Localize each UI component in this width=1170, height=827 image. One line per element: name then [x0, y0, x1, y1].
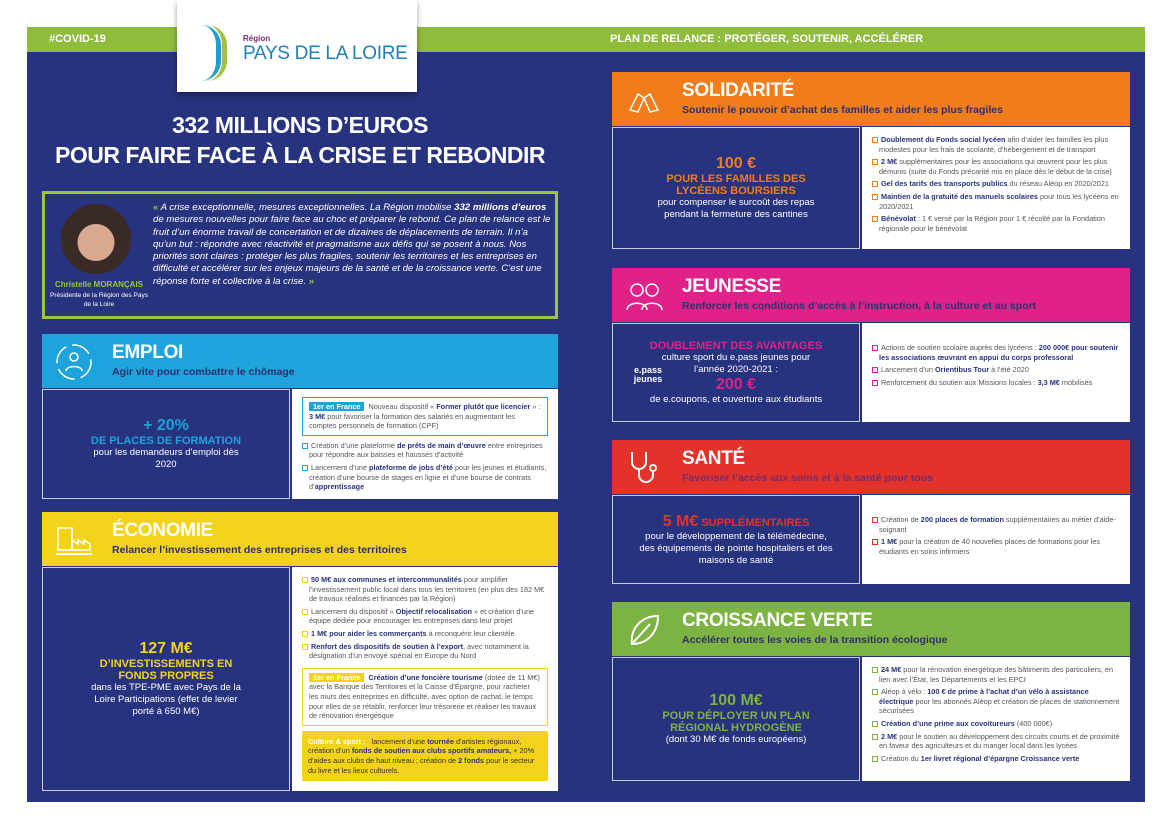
highlight-text: pour compenser le surcoût des repas pendant la fermeture des cantines [657, 197, 815, 220]
highlight-heading: DE PLACES DE FORMATION [90, 435, 242, 447]
highlight-box-economie [42, 567, 290, 791]
highlight-heading: D’INVESTISSEMENTS EN FONDS PROPRES [99, 658, 233, 682]
text-run: Aléop à vélo : [881, 687, 928, 697]
title-line: POUR FAIRE FACE À LA CRISE ET REBONDIR [54, 142, 546, 168]
highlight-figure: + 20% [143, 417, 189, 434]
section-title: EMPLOI [112, 342, 184, 363]
text-run: Actions de soutien scolaire auprès des lycéens : [881, 343, 1039, 352]
list-item [872, 179, 1120, 189]
epass-logo: e.pass jeunes [633, 365, 663, 384]
text-run: à l’été 2020 [989, 365, 1029, 375]
bold-text: Création d’une prime aux covoitureurs [881, 718, 1015, 728]
close-quote-mark: » [308, 275, 315, 287]
highlight-text: pour les demandeurs d’emploi dès 2020 [93, 447, 239, 470]
bold-text: Renfort des dispositifs de soutien à l’export [311, 641, 464, 651]
bold-text: fonds de soutien aux clubs sportifs amateurs, [351, 746, 512, 756]
highlight-text: culture sport du e.pass jeunes pour l’année 2020-2021 : [661, 351, 811, 375]
text-run: , avec notamment la désignation d’un envoyé spécial en Europe du Nord [309, 641, 529, 661]
list-item [302, 607, 548, 626]
youth-icon [624, 276, 664, 316]
highlight-heading: POUR DÉPLOYER UN PLAN RÉGIONAL HYDROGÈNE [662, 710, 810, 734]
text-run: Lancement d’une [311, 462, 370, 472]
text-run: pour amplifier l’investissement public local dans tous les territoires (en plus des 182 M€ de travaux réalisés et financés par la Région) [309, 575, 545, 604]
text-run: pour le secteur du livre et les lieux culturels. [308, 755, 535, 775]
bold-text: Bénévolat [881, 214, 916, 224]
section-subtitle: Favoriser l’accès aux soins et à la santé pour tous [682, 472, 933, 484]
bold-text: 1 M€ [881, 537, 898, 547]
plan-title: PLAN DE RELANCE : PROTÉGER, SOUTENIR, ACCÉLÉRER [610, 33, 924, 45]
text-run: Lancement du dispositif « [311, 606, 396, 616]
quote-author-role: Présidente de la Région des Pays de la Loire [50, 292, 148, 308]
highlight-box-solidarite [612, 127, 860, 249]
list-item [872, 157, 1120, 176]
section-title: SOLIDARITÉ [682, 80, 795, 101]
text-run: pour la rénovation énergétique des bâtiments des particuliers, en lien avec l’État, les Départements et les EPCI [879, 665, 1114, 684]
highlight-text: pour le développement de la télémédecine, des équipements de pointe hospitaliers et des maisons de santé [639, 530, 833, 566]
stethoscope-icon [624, 448, 664, 488]
bold-text: 3 M€ [309, 411, 326, 421]
section-header-emploi [42, 334, 558, 388]
text-run: lancement d’une [369, 736, 428, 746]
text-run: du réseau Aléop en 2020/2021 [1007, 179, 1109, 189]
list-item [872, 754, 1120, 764]
text-run: pour favoriser la formation des salariés en augmentant les comptes personnels de formation (CPF) [309, 411, 516, 431]
highlight-box-jeunesse [612, 323, 860, 422]
logo-arc-icon [207, 25, 227, 81]
list-item [872, 343, 1120, 362]
text-run: à reconquérir leur clientèle [426, 628, 515, 638]
culture-sport-box [302, 731, 548, 781]
highlight-text: (dont 30 M€ de fonds européens) [665, 734, 807, 745]
bold-text: Former plutôt que licencier [436, 402, 531, 411]
president-quote [42, 191, 558, 319]
bold-text: 2 fonds [458, 755, 485, 765]
list-item [302, 463, 548, 492]
details-croissance [862, 657, 1130, 781]
section-subtitle: Renforcer les conditions d’accès à l’instruction, à la culture et au sport [682, 300, 1037, 312]
text-run: pour le soutien au développement des circuits courts et de proximité en faveur des agriculteurs et du manger local dans les lycées [879, 731, 1120, 751]
list-item [302, 629, 548, 639]
list-item [872, 687, 1120, 716]
list-item [302, 575, 548, 604]
leaf-icon [624, 610, 664, 650]
bold-text: 1 M€ pour aider les commerçants [311, 628, 427, 638]
list-item [872, 665, 1120, 684]
highlight-text: de e.coupons, et ouverture aux étudiants [649, 393, 823, 405]
section-title: JEUNESSE [682, 276, 781, 297]
highlight-heading: POUR LES FAMILLES DES LYCÉENS BOURSIERS [666, 173, 806, 197]
list-item [872, 192, 1120, 211]
text-run: + 20% d’aides aux clubs de haut niveau ; création de [308, 746, 535, 765]
text-run: Création d’une plateforme [311, 440, 397, 450]
first-in-france-box [302, 668, 548, 726]
quote-body [153, 202, 550, 287]
open-quote-mark: « [153, 202, 159, 213]
section-header-sante [612, 440, 1130, 494]
text-run: d’artistes régionaux, création d’un [308, 736, 522, 756]
bold-text: tournée [427, 736, 454, 746]
bold-text: 200 places de formation [920, 515, 1004, 524]
text-run: supplémentaires pour les associations qui œuvrent pour les plus démunis (suite du Fonds précarité mis en place dès le début de la crise) [879, 157, 1112, 176]
section-title: ÉCONOMIE [112, 520, 214, 541]
text-run: mobilisés [1059, 377, 1093, 387]
section-subtitle: Soutenir le pouvoir d’achat des familles et aider les plus fragiles [682, 104, 1003, 116]
list-item [872, 537, 1120, 556]
text-run: Nouveau dispositif « [368, 402, 437, 411]
bold-text: Orientibus Tour [934, 365, 990, 375]
bold-text: 2 M€ [881, 731, 898, 741]
text-run: Création de [881, 515, 921, 524]
highlight-figure: 100 € [715, 155, 757, 172]
bold-text: 24 M€ [881, 665, 902, 674]
text-run: afin d’aider les familles les plus modestes pour les frais de scolarité, d’hébergement et de transport [879, 135, 1109, 154]
section-header-solidarite [612, 72, 1130, 126]
text-run: : 1 € versé par la Région pour 1 € récolté par la Fondation régionale pour le bénévolat [879, 214, 1105, 233]
section-title: SANTÉ [682, 448, 745, 469]
culture-sport-tag: Culture & sport : [308, 736, 366, 746]
highlight-figure: 200 € [715, 375, 757, 393]
text-run: Lancement d’un [881, 365, 935, 375]
text-run: » : [530, 402, 541, 411]
section-header-economie [42, 512, 558, 566]
list-item [872, 365, 1120, 375]
page-title [40, 110, 560, 170]
hands-icon [624, 80, 664, 120]
bold-text: plateforme de jobs d’été [369, 462, 453, 472]
list-item [872, 719, 1120, 729]
bold-text: apprentissage [314, 482, 365, 492]
list-item [872, 732, 1120, 751]
bold-text: Objectif relocalisation [395, 606, 473, 616]
text-run: (dotée de 11 M€) avec la Banque des Territoires et la Caisse d’Épargne, pour racheter les murs des entreprises en difficulté, avec option de rachat, le temps pour elles de se rétablir, renforcer leur trésorerie et réaliser les travaux de rénovation énergétique [309, 672, 540, 721]
details-jeunesse [862, 323, 1130, 422]
quote-text [153, 202, 553, 288]
highlight-figure: 5 M€ [662, 512, 699, 530]
section-subtitle: Relancer l’investissement des entreprises et des territoires [112, 544, 407, 556]
text-run: pour les abonnés Aléop et création de places de stationnement sécurisées [879, 696, 1120, 716]
bold-text: 1er livret régional d’épargne Croissance verte [920, 753, 1080, 763]
text-run: (400 000€) [1014, 718, 1053, 728]
first-in-france-tag: 1er en France [309, 402, 364, 411]
list-item [872, 135, 1120, 154]
list-item [872, 214, 1120, 233]
title-line: 332 MILLIONS D’EUROS [172, 112, 428, 138]
bold-text: 2 M€ [881, 157, 898, 167]
highlight-heading: DOUBLEMENT DES AVANTAGES [649, 339, 823, 352]
bold-text: 50 M€ aux communes et intercommunalités [311, 575, 462, 584]
people-cycle-icon [54, 342, 94, 382]
highlight-figure: 100 M€ [709, 692, 763, 709]
highlight-box-sante [612, 495, 860, 584]
highlight-text: dans les TPE-PME avec Pays de la Loire Participations (effet de levier porté à 650 M€) [91, 682, 241, 717]
list-item [302, 642, 548, 661]
text-run: pour la création de 40 nouvelles places de formations pour les étudiants en soins infirmiers [879, 537, 1101, 556]
details-economie [292, 567, 558, 791]
text-run: Création du [881, 753, 921, 763]
highlight-box-emploi [42, 389, 290, 499]
portrait-photo [61, 204, 131, 274]
text-run: Renforcement du soutien aux Missions locales : [881, 377, 1038, 387]
details-emploi [292, 389, 558, 499]
section-header-jeunesse [612, 268, 1130, 322]
bold-text: 200 000€ pour soutenir les associations œuvrant en appui du corps professoral [879, 343, 1119, 362]
first-in-france-box [302, 397, 548, 436]
list-item [872, 378, 1120, 388]
section-subtitle: Accélérer toutes les voies de la transition écologique [682, 634, 948, 646]
list-item [302, 441, 548, 460]
bold-text: Doublement du Fonds social lycéen [881, 135, 1006, 144]
details-sante [862, 495, 1130, 584]
highlight-figure: 127 M€ [139, 640, 193, 657]
highlight-box-croissance [612, 657, 860, 781]
text-run: pour tous les lycéens en 2020/2021 [879, 191, 1119, 211]
highlight-heading: SUPPLÉMENTAIRES [698, 516, 810, 529]
bold-text: de prêts de main d’œuvre [397, 440, 486, 450]
text-run: A crise exceptionnelle, mesures exceptionnelles. La Région mobilise [160, 202, 455, 213]
factory-icon [54, 520, 94, 560]
section-subtitle: Agir vite pour combattre le chômage [112, 366, 295, 378]
text-run: de mesures nouvelles pour faire face au choc et préparer le rebond. Ce plan de relance est le fruit d’un énorme travail de concertation et de dizaines de déplacements de terrain. Il n’a qu’un but : répondre avec réactivité et pragmatisme aux défis qui se posent à nous. Nos priorités sont claires : protéger les plus fragiles, soutenir les territoires et les entreprises en difficulté et accélérer sur les enjeux majeurs de la santé et de la croissance verte. C’est une réponse forte et collective à la crise. [153, 214, 551, 287]
bold-text: Création d’une foncière tourisme [368, 672, 483, 682]
section-title: CROISSANCE VERTE [682, 610, 873, 631]
text-run: supplémentaires au métier d’aide-soignant [879, 515, 1116, 534]
region-logo [177, 0, 417, 92]
details-solidarite [862, 127, 1130, 249]
logo-region: Région [243, 34, 271, 43]
bold-text: Maintien de la gratuité des manuels scolaires [881, 191, 1038, 201]
first-in-france-tag: 1er en France [309, 673, 364, 682]
text-run: » et création d’une équipe dédiée pour encourager les entreprises dans leur projet [309, 606, 535, 626]
bold-text: 3,3 M€ [1037, 377, 1060, 387]
list-item [872, 515, 1120, 534]
text-run: pour les jeunes et étudiants, création d’une bourse de stages en ligne et d’une bourse de contrats d’ [309, 462, 547, 492]
section-header-croissance [612, 602, 1130, 656]
quote-author: Christelle MORANÇAIS [54, 280, 143, 289]
bold-text: Gel des tarifs des transports publics [881, 179, 1008, 189]
bold-text: 332 millions d’euros [454, 202, 547, 213]
text-run: entre entreprises pour répondre aux baisses et hausses d’activité [309, 440, 543, 460]
bold-text: 100 € de prime à l’achat d’un vélo à assistance électrique [879, 687, 1089, 706]
hashtag: #COVID-19 [49, 33, 106, 45]
logo-name: PAYS DE LA LOIRE [243, 43, 408, 64]
